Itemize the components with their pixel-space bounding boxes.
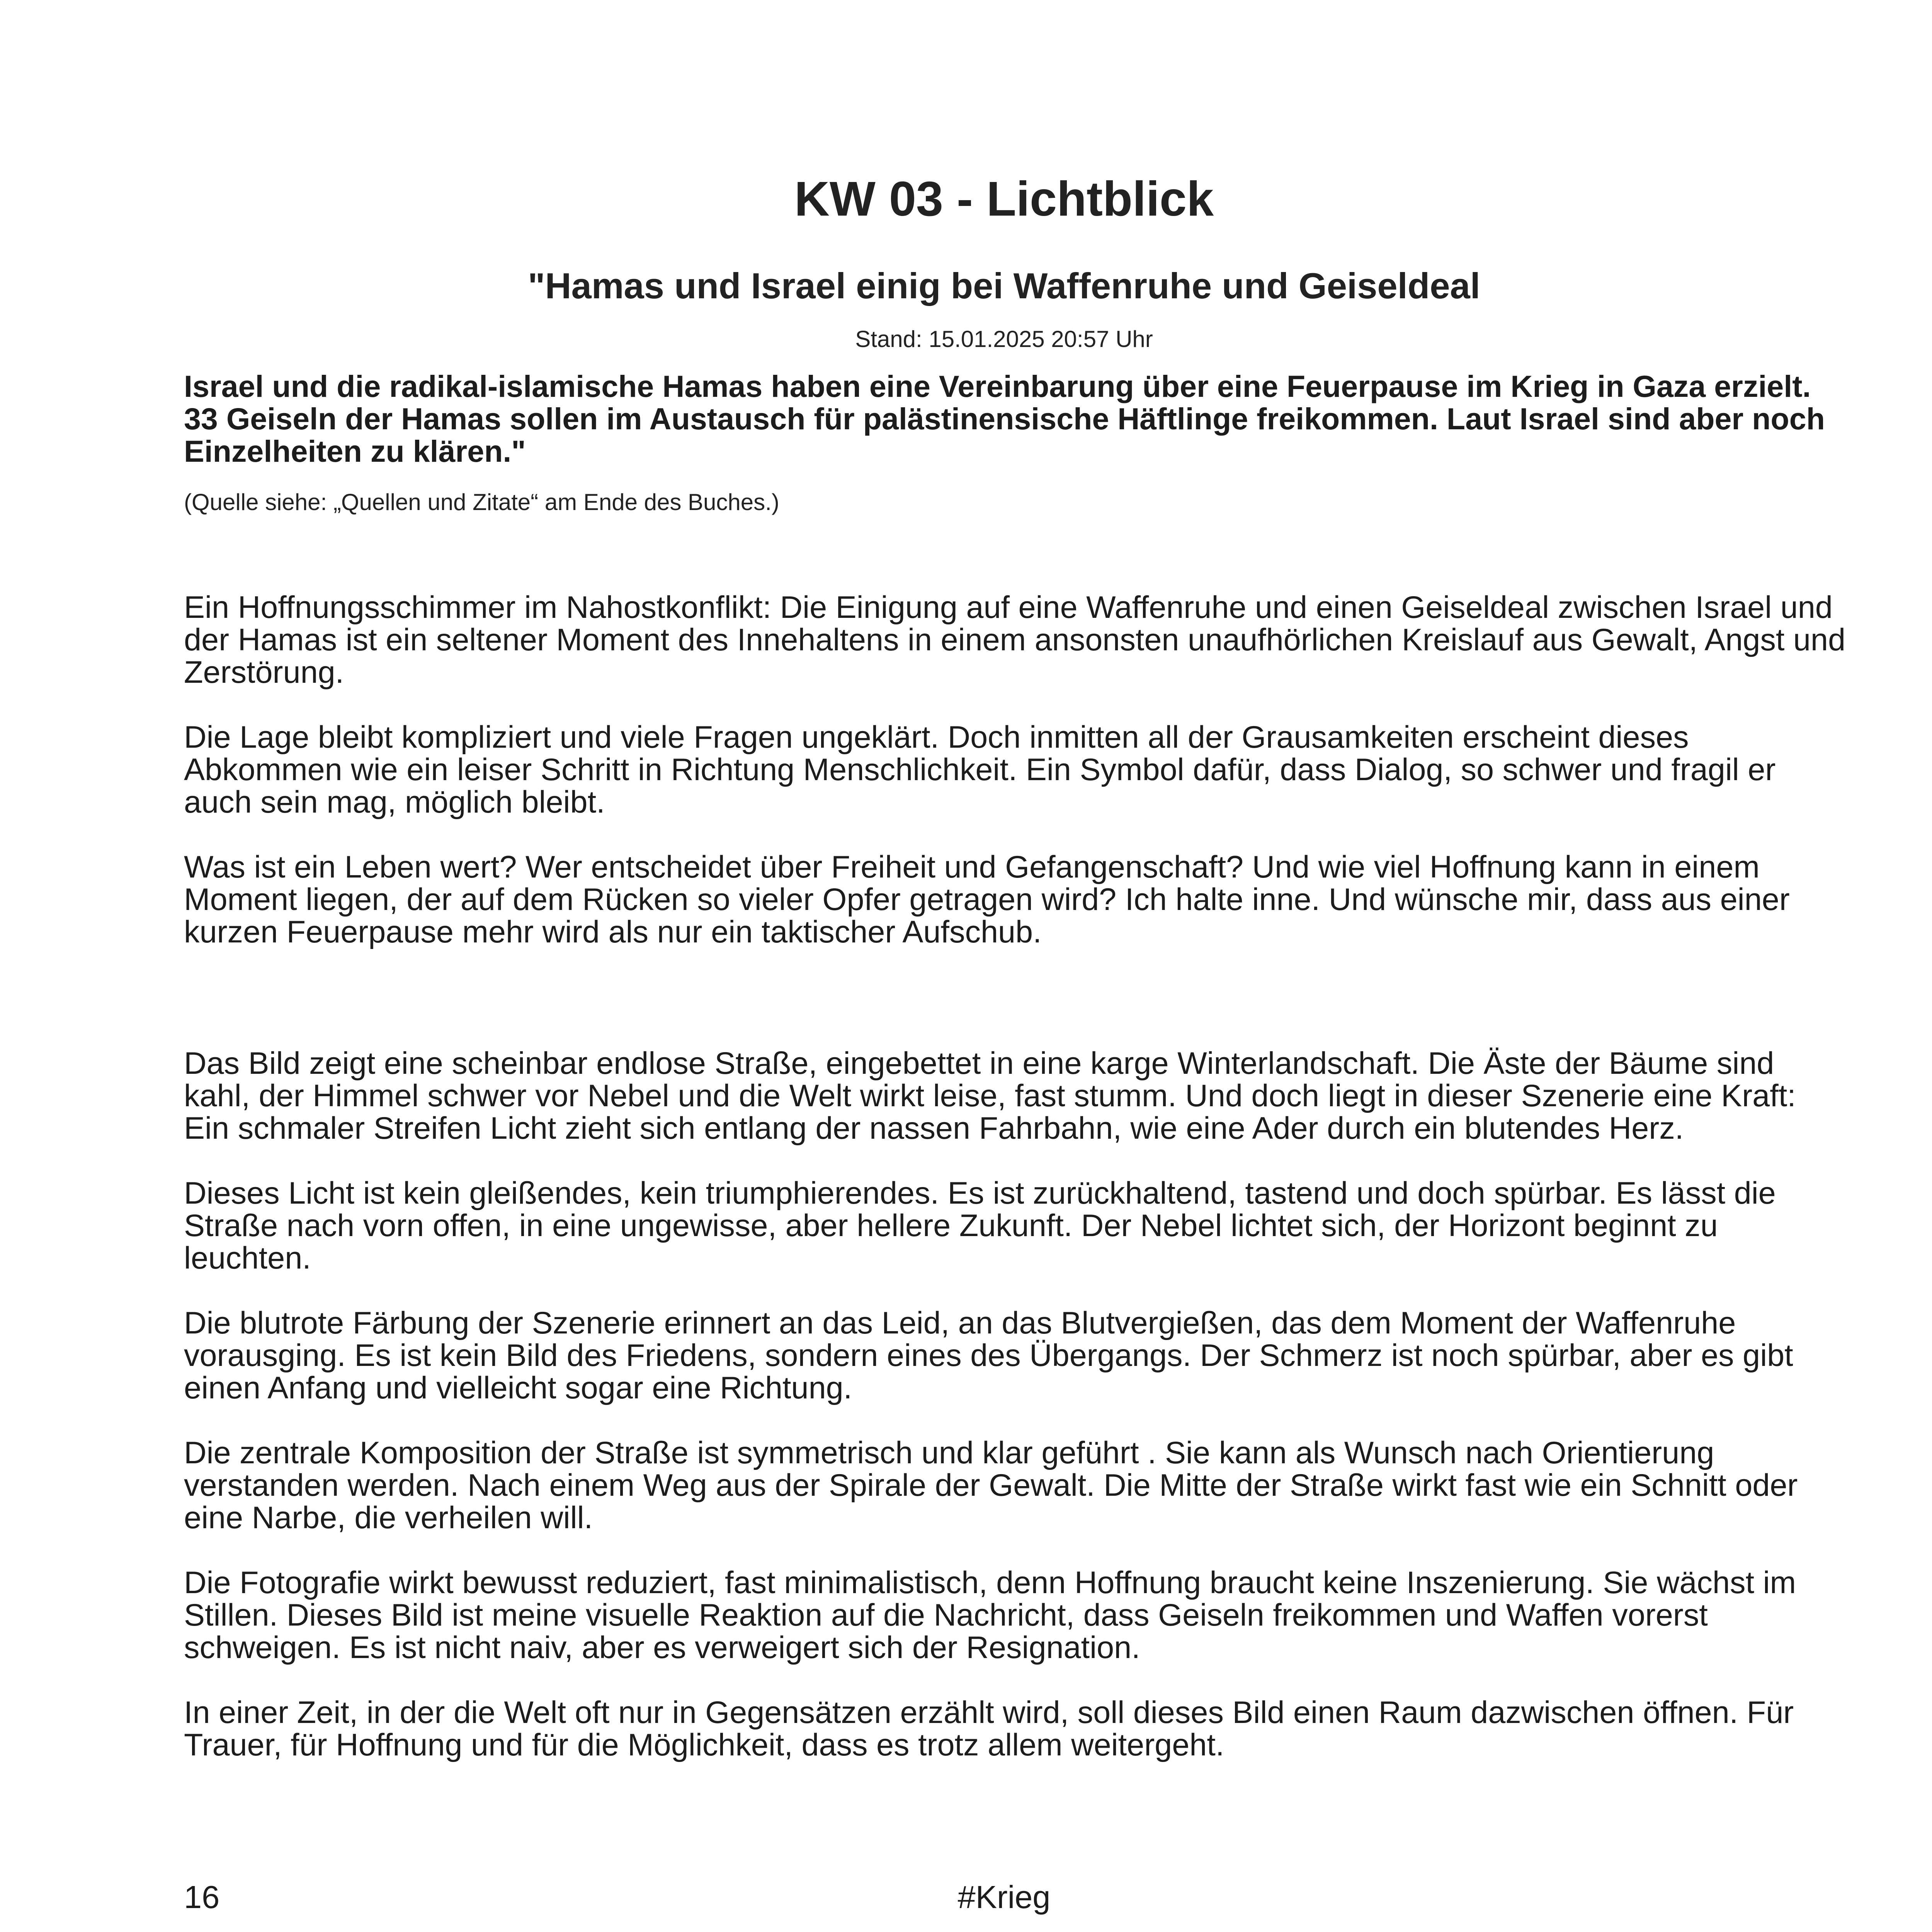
body-paragraph: Das Bild zeigt eine scheinbar endlose Straße, eingebettet in eine karge Winterlandschaft. Die Äste der Bäume sind kahl, der Himmel schwer vor Nebel und die Welt wirkt leise, fast stumm. Und doch liegt in dieser Szenerie eine Kraft: Ein schmaler Streifen Licht zieht sich entlang der nassen Fahrbahn, wie eine Ader durch ein blutendes Herz. <box>184 1046 1796 1146</box>
body-paragraph: Die Fotografie wirkt bewusst reduziert, fast minimalistisch, denn Hoffnung braucht keine Inszenierung. Sie wächst im Stillen. Dieses Bild ist meine visuelle Reaktion auf die Nachricht, dass Geiseln freikommen und Waffen vorerst schweigen. Es ist nicht naiv, aber es verweigert sich der Resignation. <box>184 1565 1796 1665</box>
body-paragraph: Die Lage bleibt kompliziert und viele Fragen ungeklärt. Doch inmitten all der Grausamkeiten erscheint dieses Abkommen wie ein leiser Schritt in Richtung Menschlichkeit. Ein Symbol dafür, dass Dialog, so schwer und fragil er auch sein mag, möglich bleibt. <box>184 720 1776 820</box>
news-headline: "Hamas und Israel einig bei Waffenruhe und Geiseldeal <box>528 265 1480 306</box>
footer-hashtag: #Krieg <box>957 1879 1051 1915</box>
page-number: 16 <box>184 1879 220 1915</box>
news-timestamp: Stand: 15.01.2025 20:57 Uhr <box>855 326 1153 352</box>
body-paragraph: Die zentrale Komposition der Straße ist symmetrisch und klar geführt . Sie kann als Wunsch nach Orientierung verstanden werden. Nach einem Weg aus der Spirale der Gewalt. Die Mitte der Straße wirkt fast wie ein Schnitt oder eine Narbe, die verheilen will. <box>184 1435 1798 1535</box>
body-paragraph: Die blutrote Färbung der Szenerie erinnert an das Leid, an das Blutvergießen, das dem Moment der Waffenruhe vorausging. Es ist kein Bild des Friedens, sondern eines des Übergangs. Der Schmerz ist noch spürbar, aber es gibt einen Anfang und vielleicht sogar eine Richtung. <box>184 1306 1793 1405</box>
reflection-section <box>184 591 1845 948</box>
body-paragraph: Was ist ein Leben wert? Wer entscheidet über Freiheit und Gefangenschaft? Und wie viel Hoffnung kann in einem Moment liegen, der auf dem Rücken so vieler Opfer getragen wird? Ich halte inne. Und wünsche mir, dass aus einer kurzen Feuerpause mehr wird als nur ein taktischer Aufschub. <box>184 850 1790 949</box>
body-paragraph: In einer Zeit, in der die Welt oft nur in Gegensätzen erzählt wird, soll dieses Bild einen Raum dazwischen öffnen. Für Trauer, für Hoffnung und für die Möglichkeit, dass es trotz allem weitergeht. <box>184 1695 1794 1762</box>
page-title: KW 03 - Lichtblick <box>794 172 1214 226</box>
image-description-section <box>184 1047 1845 1761</box>
news-lead-quote: Israel und die radikal-islamische Hamas haben eine Vereinbarung über eine Feuerpause im Krieg in Gaza erzielt. 33 Geiseln der Hamas sollen im Austausch für palästinensische Häftlinge freikommen. Laut Israel sind aber noch Einzelheiten zu klären." <box>184 369 1825 468</box>
body-paragraph: Dieses Licht ist kein gleißendes, kein triumphierendes. Es ist zurückhaltend, tastend und doch spürbar. Es lässt die Straße nach vorn offen, in eine ungewisse, aber hellere Zukunft. Der Nebel lichtet sich, der Horizont beginnt zu leuchten. <box>184 1176 1776 1276</box>
body-paragraph: Ein Hoffnungsschimmer im Nahostkonflikt: Die Einigung auf eine Waffenruhe und einen Geiseldeal zwischen Israel und der Hamas ist ein seltener Moment des Innehaltens in einem ansonsten unaufhörlichen Kreislauf aus Gewalt, Angst und Zerstörung. <box>184 590 1846 690</box>
source-note: (Quelle siehe: „Quellen und Zitate“ am Ende des Buches.) <box>184 489 779 515</box>
